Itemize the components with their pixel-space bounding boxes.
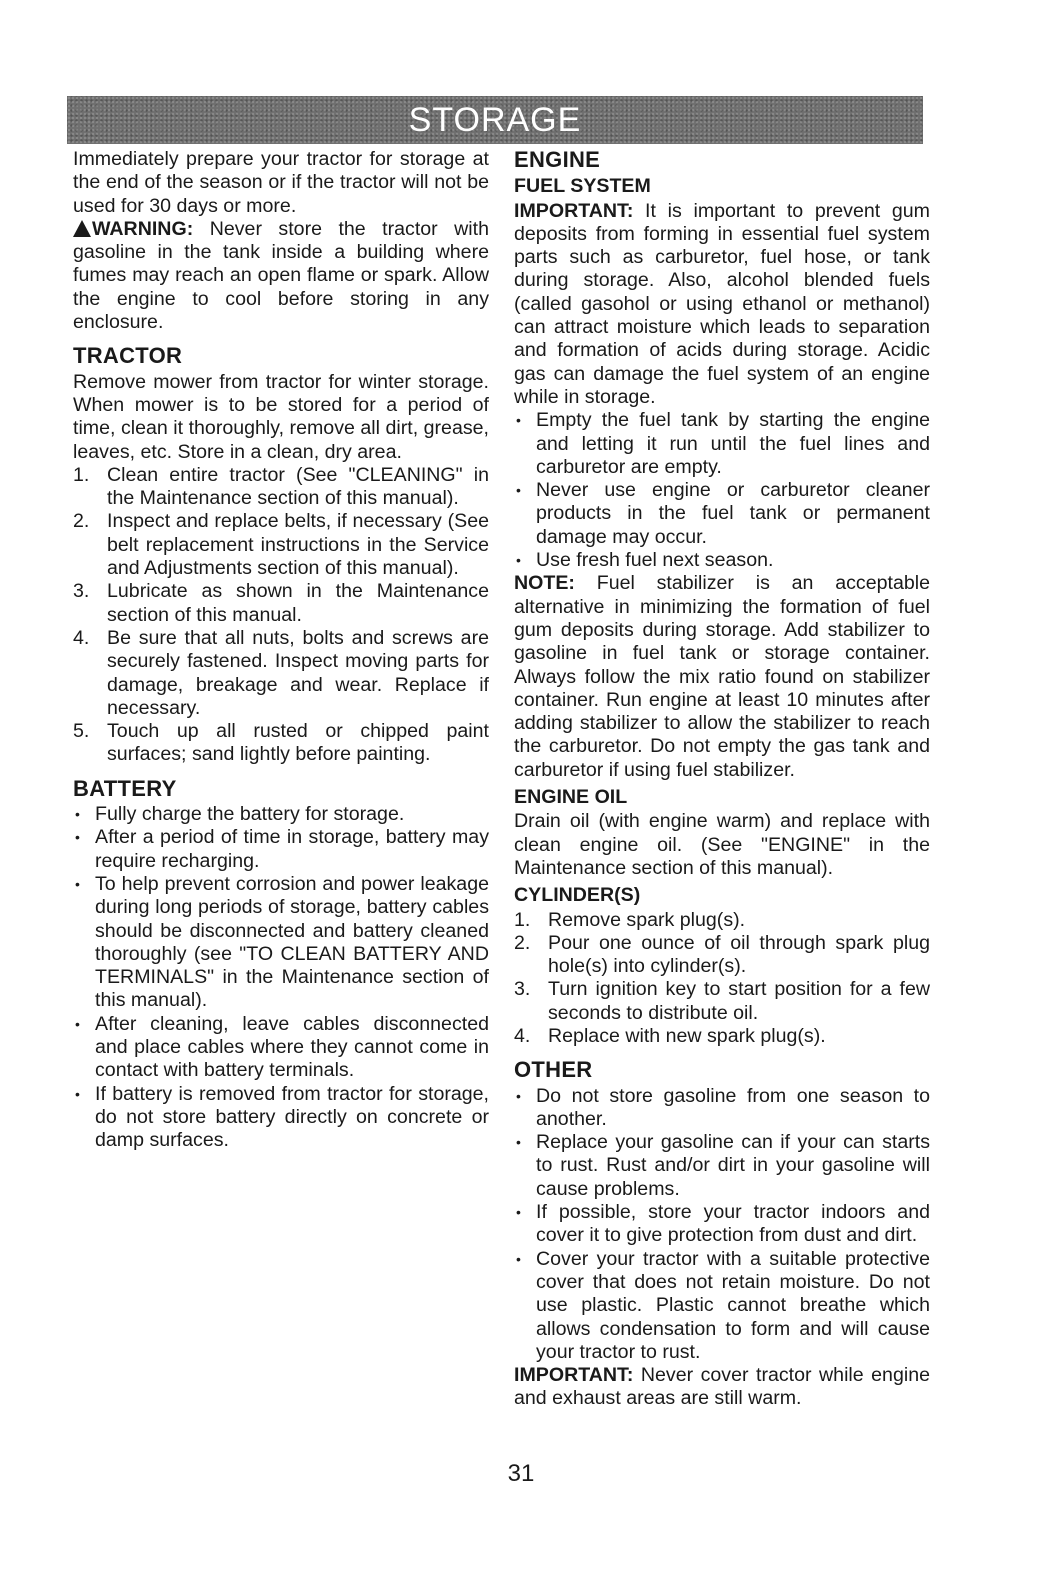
list-item: • To help prevent corrosion and power leakage during long periods of storage, battery cables should be disconnected and battery cleaned thoroughly (see "TO CLEAN BATTERY AND TERMINALS" in the Maintenance section of this manual). [73,873,489,1013]
battery-heading: BATTERY [73,775,177,801]
list-item [73,580,489,627]
list-item: • Fully charge the battery for storage. [73,803,489,826]
list-item [514,1025,930,1048]
step-number: 3. [73,580,90,603]
step-number: 1. [514,908,531,931]
engine-oil-text: Drain oil (with engine warm) and replace with clean engine oil. (See "ENGINE" in the Maintenance section of this manual). [514,810,930,879]
step-text: Pour one ounce of oil through spark plug hole(s) into cylinder(s). [548,931,930,978]
page-number: 31 [507,1460,535,1487]
battery-bullets [73,803,489,1152]
important-label: IMPORTANT: [514,199,634,222]
engine-oil-heading: ENGINE OIL [514,786,628,809]
step-number: 2. [514,931,531,954]
step-text: Turn ignition key to start position for a few seconds to distribute oil. [548,978,930,1024]
step-text: Touch up all rusted or chipped paint surfaces; sand lightly before painting. [107,720,489,766]
warning-triangle-icon [73,220,91,237]
list-item [514,932,930,979]
step-number: 2. [73,510,90,533]
list-item: • Do not store gasoline from one season to another. [514,1085,930,1132]
engine-heading: ENGINE [514,147,601,172]
section-title: STORAGE [408,100,582,139]
tractor-heading: TRACTOR [73,343,183,369]
other-important-paragraph [514,1364,930,1411]
step-text: Clean entire tractor (See "CLEANING" in the Maintenance section of this manual). [107,463,489,510]
warning-text: Never store the tractor with gasoline in the tank inside a building where fumes may reach an open flame or spark. Allow the engine to cool before storing in any enclosure. [73,217,489,334]
note-text: Fuel stabilizer is an acceptable alternative in minimizing the formation of fuel gum deposits during storage. Add stabilizer to gasoline in fuel tank or storage container. Always follow the mix ratio found on stabilizer container. Run engine at least 10 minutes after adding stabilizer to allow the stabilizer to reach the carburetor. Do not empty the gas tank and carburetor if using fuel stabilizer. [514,572,930,781]
intro-paragraph: Immediately prepare your tractor for storage at the end of the season or if the tractor will not be used for 30 days or more. [73,148,489,217]
list-item [73,464,489,511]
list-item: • Cover your tractor with a suitable protective cover that does not retain moisture. Do not use plastic. Plastic cannot breathe which allows condensation to form and will cause your tractor to rust. [514,1248,930,1364]
cylinders-heading: CYLINDER(S) [514,884,641,907]
fuel-bullets [514,409,930,572]
list-item: • Replace your gasoline can if your can starts to rust. Rust and/or dirt in your gasoline will cause problems. [514,1131,930,1201]
fuel-system-heading: FUEL SYSTEM [514,175,651,198]
list-item [514,978,930,1025]
step-text: Inspect and replace belts, if necessary (See belt replacement instructions in the Service and Adjustments section of this manual). [107,510,489,580]
important-text: Never cover tractor while engine and exhaust areas are still warm. [514,1364,930,1410]
important-label: IMPORTANT: [514,1364,634,1387]
list-item: • After cleaning, leave cables disconnected and place cables where they cannot come in contact with battery terminals. [73,1013,489,1083]
step-number: 4. [514,1024,531,1047]
warning-label: WARNING: [92,217,194,240]
fuel-important-paragraph [514,200,930,410]
important-text: It is important to prevent gum deposits from forming in essential fuel system parts such as carburetor, fuel hose, or tank during storage. Also, alcohol blended fuels (called gasohol or using ethanol or methanol) can attract moisture which leads to separation and formation of acids during storage. Acidic gas can damage the fuel system of an engine while in storage. [514,199,930,408]
list-item [73,510,489,580]
right-column [514,148,930,1411]
note-label: NOTE: [514,572,575,595]
note-paragraph [514,572,930,782]
step-number: 5. [73,720,90,743]
list-item: • If battery is removed from tractor for storage, do not store battery directly on concrete or damp surfaces. [73,1083,489,1153]
other-bullets [514,1085,930,1365]
tractor-intro: Remove mower from tractor for winter storage. When mower is to be stored for a period of time, clean it thoroughly, remove all dirt, grease, leaves, etc. Store in a clean, dry area. [73,370,489,463]
list-item: • Never use engine or carburetor cleaner products in the fuel tank or permanent damage may occur. [514,479,930,549]
step-number: 1. [73,463,90,486]
step-text: Replace with new spark plug(s). [548,1024,826,1047]
warning-paragraph [73,218,489,334]
cylinder-steps [514,909,930,1049]
step-number: 3. [514,978,531,1001]
section-banner [67,96,923,144]
step-number: 4. [73,626,90,649]
step-text: Remove spark plug(s). [548,908,746,931]
list-item: • After a period of time in storage, battery may require recharging. [73,826,489,873]
left-column [73,148,489,1152]
list-item [73,627,489,720]
list-item: • Use fresh fuel next season. [514,549,930,572]
list-item: • Empty the fuel tank by starting the engine and letting it run until the fuel lines and carburetor are empty. [514,409,930,479]
other-heading: OTHER [514,1057,593,1083]
list-item [73,720,489,767]
step-text: Lubricate as shown in the Maintenance section of this manual. [107,580,489,626]
step-text: Be sure that all nuts, bolts and screws are securely fastened. Inspect moving parts for damage, breakage and wear. Replace if necessary. [107,626,489,719]
tractor-steps [73,464,489,767]
list-item [514,909,930,932]
list-item: • If possible, store your tractor indoors and cover it to give protection from dust and dirt. [514,1201,930,1248]
